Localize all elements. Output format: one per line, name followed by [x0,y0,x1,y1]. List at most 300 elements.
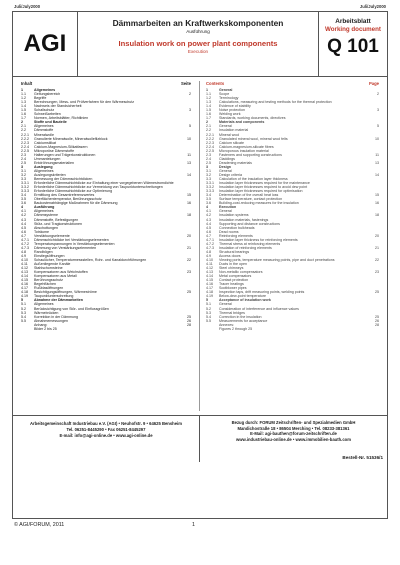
section-number: 4.13 [206,270,213,275]
section-title: Insulation of reinforcing elements [219,245,272,250]
publisher-line: E-mail: info@agi-online.de • www.agi-online.de [59,433,153,438]
section-number: 4.6 [206,229,211,234]
section-number: 3 [21,164,23,169]
section-title: Kompensatoren aus Metall [34,274,77,279]
section-title: Building-cost-reducing measures for the insulation [219,201,299,206]
section-number: 3.4 [21,193,26,198]
section-number: 3.3.3 [206,189,214,194]
section-title: Below-dew-point temperature [219,294,266,299]
section-number: 3 [206,164,208,169]
section-title: Microporous insulation material [219,148,269,153]
section-title: Calciumsilikat [34,140,56,145]
section-title: Nachweis der Standsicherheit [34,104,82,109]
section-title: Oberflächentemperatur, Berührungsschutz [34,197,102,202]
section-number: 4.6 [21,229,26,234]
section-number: 4.1 [206,209,211,214]
section-title: Entdröhnungsmaterialien [34,160,74,165]
section-number: 4.14 [206,274,213,279]
section-number: 2.1 [206,124,211,129]
section-number: 1.2 [206,96,211,101]
section-page: 5 [377,124,379,129]
subtitle-english: Execution [187,49,209,54]
section-page: 3 [377,108,379,113]
section-number: 2.2.4 [21,144,29,149]
section-title: Acceptance of insulation work [219,298,271,303]
section-number: 4.18 [21,290,28,295]
section-title: Calculation of the insulation layer thickness [219,177,288,182]
subtitle-german: Ausführung [186,29,210,34]
section-number: 2.2.1 [21,132,29,137]
section-title: General [219,168,232,173]
section-title: Normen, Arbeitsblätter, Richtlinien [34,116,89,121]
section-number: 2.4 [206,156,211,161]
toc-english [200,81,387,411]
section-number: 2.5 [206,160,211,165]
publisher-address [13,416,200,462]
section-number: 5.4 [21,314,26,319]
section-title: Einstiegsöffnungen [34,253,65,258]
section-title: Insulation systems [219,213,249,218]
section-title: Auslegung [34,164,53,169]
section-title: Insulation material [219,128,249,133]
section-title: Temperaturspannungen in Verstärkungselementen [34,241,115,246]
section-page: 16 [187,201,191,206]
section-title: Insulation layer thicknesses required to avoid dew point [219,185,308,190]
section-title: Noise protection [219,108,245,113]
section-number: 4.19 [21,294,28,299]
section-title: Evidence of stability [219,104,251,109]
section-number: 2 [206,120,208,125]
section-number: 3.3.2 [206,185,214,190]
section-title: Annexes: [219,322,234,327]
section-number: 4.12 [206,266,213,271]
section-number: 4.7.3 [206,245,214,250]
section-title: Bilder 2 bis 25 [34,326,57,331]
section-title: Calculations, measuring and testing methods for the thermal protection [219,100,332,105]
section-title: Randbögen [34,249,53,254]
section-number: 5.3 [206,310,211,315]
section-title: Stoffe und Bauteile [34,120,67,125]
section-number: 2.2.2 [206,136,214,141]
section-title: Ducts in the open [219,262,247,267]
section-page: 13 [187,160,191,165]
section-title: Insulation materials, fastenings [219,217,269,222]
section-title: Allgemeines [34,168,54,173]
section-title: Claddings [219,156,235,161]
section-title: Berechnungen, Mess- und Prüfverfahren für den Wärmeschutz [34,100,135,105]
section-title: Structural bearings [219,249,250,254]
publisher-line: Arbeitsgemeinschaft Industriebau e.V. (AGI) • Neuhofstr. 9 • 64625 Bensheim [30,421,182,426]
section-title: Insulation layer thicknesses required for optimisation [219,189,303,194]
section-page: 5 [189,124,191,129]
section-title: Dämmstoffe, Befestigungen [34,217,79,222]
agi-logo: AGI [23,30,67,57]
section-page: 11 [187,152,191,157]
section-title: Abnahmemessungen [34,318,68,323]
section-number: 4.9 [21,253,26,258]
section-number: 5 [206,298,208,303]
section-title: Determination of the overall heat loss [219,193,279,198]
section-number: 3.6 [21,201,26,206]
section-number: 2.2.5 [21,148,29,153]
issue-date-right: Juli/July2000 [359,4,386,9]
section-page [181,327,199,331]
section-title: Correction in the insulation [219,314,262,319]
section-title: Dämmung von Verstärkungselementen [34,245,97,250]
section-number: 4.3 [206,217,211,222]
section-number: 4.17 [21,286,28,291]
document-sheet [12,11,388,519]
section-number: 4.12 [21,266,28,271]
section-title: Dämmsysteme [34,213,58,218]
publisher-line: Tel. 06251-8445290 • Fax 06251-8445297 [66,427,146,432]
section-number: 1.6 [21,112,26,117]
section-title: Terminology [219,96,239,101]
section-number: 1.7 [206,116,211,121]
section-page: 10 [375,136,379,141]
section-title: Schallschutz [34,108,55,113]
toc-row [206,327,387,331]
section-title: Bemessung der Dämmschichtdicken [34,177,93,182]
section-number: 1.3 [206,100,211,105]
toc-english-header [206,81,387,88]
section-title: Baukostenabhängige Maßnahmen für die Dämmung [34,201,118,206]
section-title: Rußblasöffnungen [34,286,64,291]
section-number [206,327,219,331]
section-number: 3.3.3 [21,189,29,194]
section-number: 4.16 [206,282,213,287]
section-page: 11 [375,152,379,157]
distributor-line: www.industriebau-online.de • www.immobilien-bauth.com [236,436,351,442]
section-title: Viewing ports, temperature measuring points, pipe and duct penetrations [219,257,335,262]
section-number: 3.1 [21,168,26,173]
title-german: Dämmarbeiten an Kraftwerkskomponenten [112,18,284,28]
section-number: 3.5 [206,197,211,202]
section-title: Consideration of interference and influence values [219,306,299,311]
section-number: 4.18 [206,290,213,295]
section-number: 3.3.1 [21,181,29,186]
section-title: Mineral wool [219,132,240,137]
section-page: 25 [187,314,191,319]
section-title: Fasteners and supporting constructions [219,152,282,157]
section-number: 4.14 [21,274,28,279]
toc-english-rows [206,88,387,331]
section-page: 16 [375,201,379,206]
section-title: Deadening materials [219,160,252,165]
section-title: Berührungsschutz [34,278,63,283]
title-cell [78,12,319,76]
section-title: Steel chimneys [219,266,244,271]
distributor-line: Bezug durch: FORUM Zeitschriften- und Spezialmedien GmbH [231,420,356,425]
section-page: 22 [375,257,379,262]
section-page: 21 [187,245,191,250]
section-title: Auslegungskriterien [34,172,66,177]
section-number: 4.11 [206,262,213,267]
section-title: Ermittlung des Gesamtreferenzwertes [34,193,95,198]
section-title: Mineralwolle [34,132,54,137]
section-page: 18 [375,213,379,218]
section-title: Außenliegende Kanäle [34,262,71,267]
section-number: 5.1 [21,302,26,307]
section-page: 23 [375,270,379,275]
section-title: Dämmstoffe [34,128,54,133]
title-english: Insulation work on power plant components [118,39,278,48]
section-page: 18 [187,213,191,218]
section-title: Begehflächen [34,282,56,287]
section-title: Besichtigungsöffnungen, Wärmeströme [34,290,97,295]
distributor-line: E-Mail: agi-bauthen@forum-zeitschriften.de [250,431,337,436]
distributor-address [200,416,387,462]
section-number: 4.3 [21,217,26,222]
section-title: Sootblower pipes [219,286,247,291]
section-number: 4.7 [21,233,26,238]
section-number: 1.5 [21,108,26,113]
section-title: Korrektion in der Dämmung [34,314,78,319]
section-number: 2.2 [21,128,26,133]
section-page: 14 [375,172,379,177]
section-title: Dämmschichtdicke bei Verstärkungselementen [34,237,109,242]
section-number: 2.1 [21,124,26,129]
section-title: General [219,88,233,92]
section-number: 5.1 [206,302,211,307]
section-title: Calcium-Magnesium-Silikatfasern [34,144,88,149]
section-number: 3.5 [21,197,26,202]
section-page: 22 [187,257,191,262]
section-title: Granulierte Mineralwolle, Mineralwollefilzblock [34,136,108,141]
section-number: 2.2.3 [21,140,29,145]
section-title: Access doors [219,253,241,258]
section-number: 4.16 [21,282,28,287]
section-title: Allgemeines [34,124,54,129]
section-number: 4.2 [21,213,26,218]
section-title: Figures 2 through 25 [219,326,253,331]
section-number: 1.6 [206,112,211,117]
section-number: 4.8 [21,249,26,254]
section-number: 5.2 [206,306,211,311]
section-number: 2.2 [206,128,211,133]
section-title: Design [219,164,231,169]
sheet-label: Arbeitsblatt [335,18,371,25]
section-title: Erforderliche Dämmschichtdicke zur Vermeidung von Taupunktunterschreitungen [34,185,163,190]
section-number: 5.2 [21,306,26,311]
section-page: 28 [187,322,191,327]
toc-german-page-heading: Seite [180,81,191,86]
toc-row [21,327,199,331]
section-number: 1 [21,88,23,92]
section-title: Ausführung [34,205,55,210]
section-page: 13 [375,160,379,165]
section-number: 3.6 [206,201,211,206]
section-title: Thermal stress at reinforcing elements [219,241,281,246]
section-page: 25 [375,290,379,295]
section-number: 1.3 [21,100,26,105]
section-page: 25 [375,314,379,319]
section-title: Materials and components [219,120,265,125]
section-number: 4.13 [21,270,28,275]
section-number: 5.3 [21,310,26,315]
section-title: Welding work [219,112,241,117]
section-title: Allgemeines [34,88,56,92]
section-page: 2 [377,92,379,97]
section-number: 5.5 [206,318,211,323]
section-title: Calcium silicate [219,140,244,145]
section-number: 2 [21,120,23,125]
section-number: 5.4 [206,314,211,319]
section-number: 3.3.2 [21,185,29,190]
section-page: 15 [375,193,379,198]
section-number: 4.7.1 [21,237,29,242]
section-title: Design criteria [219,172,242,177]
section-number: 4.7.1 [206,237,214,242]
section-page: 14 [187,172,191,177]
section-number: 2.2.1 [206,132,214,137]
section-title: Taupunktunterschreitung [34,294,74,299]
page-number: 1 [192,522,195,528]
distributor-line: Mandichostraße 18 • 86504 Merching • Tel. 08233-381361 [237,425,350,431]
section-title: Geltungsbereich [34,92,61,97]
section-title: Non-metallic compensators [219,270,263,275]
section-number: 2.2.5 [206,148,214,153]
toc-english-page-heading: Page [368,81,379,86]
section-number: 1.2 [21,96,26,101]
section-title: Reinforcing elements [219,233,253,238]
section-title: Abnahme der Dämmarbeiten [34,298,83,303]
section-title: Measurements for acceptance [219,318,268,323]
section-number: 4 [21,205,23,210]
section-title: Insulation layer thicknesses required for the maintenance [219,181,310,186]
sheet-number-cell [319,12,387,76]
section-title: Supporting and distance constructions [219,221,280,226]
section-number: 4.7.2 [206,241,214,246]
section-title: Ummantelungen [34,156,61,161]
section-page: 26 [187,318,191,323]
section-page: 20 [187,233,191,238]
section-page: 2 [189,92,191,97]
section-title: Erforderliche Dämmschichtdicke zur Einhaltung einer vorgegebenen Wärmestromdichte [34,181,174,186]
section-title: Inspection taps, drift measuring points, welding points [219,290,305,295]
section-title: Abschottungen [34,225,58,230]
order-number: Bestell-Nr. 51536/1 [342,454,383,460]
section-number: 3.2 [21,172,26,177]
section-number: 4.8 [206,249,211,254]
section-number: 4.7.3 [21,245,29,250]
toc-german-header [21,81,199,88]
section-page: 3 [189,108,191,113]
section-title: Wärmebrücken [34,310,59,315]
section-title: General [219,209,232,214]
sheet-label-english: Working document [325,26,381,33]
section-number: 1.1 [206,92,211,97]
section-title: Allgemeines [34,302,54,307]
section-page: 10 [187,136,191,141]
section-number: 4.9 [206,253,211,258]
section-number: 2.3 [21,152,26,157]
section-title: Berücksichtigung von Stör- und Einflussgrößen [34,306,109,311]
table-of-contents [13,77,387,415]
section-number: 5 [21,298,23,303]
section-number: 3.3 [206,177,211,182]
section-number: 2.2.2 [21,136,29,141]
section-number: 4.17 [206,286,213,291]
section-number: 3.2 [206,172,211,177]
section-title: Scope [219,92,230,97]
logo-cell [13,12,78,76]
section-number: 4.7 [206,233,211,238]
section-number: 3.4 [206,193,211,198]
section-number: 5.5 [21,318,26,323]
section-title: Calcium-magnesium-silicate fibres [219,144,274,149]
section-page [369,327,387,331]
section-number: 1.5 [206,108,211,113]
section-title: Begriffe [34,96,47,101]
section-title: General [219,302,232,307]
section-number [21,327,34,331]
section-number: 1.7 [21,116,26,121]
section-number: 4.19 [206,294,213,299]
section-title: Stütz- und Tragkonstruktionen [34,221,82,226]
section-page: 26 [375,318,379,323]
section-title: Toträume [34,229,49,234]
section-page: 23 [187,270,191,275]
section-title: Surface temperature, contact protection [219,197,283,202]
section-number: 4.10 [21,257,28,262]
section-title: Insulation layer thickness for reinforcing elements [219,237,298,242]
section-number: 4.7.2 [21,241,29,246]
copyright: © AGI/FORUM, 2011 [14,522,65,528]
section-number: 4.11 [21,262,28,267]
section-number: 1.1 [21,92,26,97]
section-page: 20 [375,233,379,238]
section-number: 4 [206,205,208,210]
section-title: General [219,124,232,129]
section-number: 4.5 [206,225,211,230]
section-number: 4.10 [206,257,213,262]
section-number: 4.4 [206,221,211,226]
section-number: 1 [206,88,208,92]
toc-german [13,81,200,411]
section-title: Metal compensators [219,274,252,279]
sheet-number: Q 101 [327,36,379,57]
section-title: Dead rooms [219,229,239,234]
issue-date-left: Juli/July2000 [14,4,41,9]
section-title: Anhang: [34,322,48,327]
section-title: Erforderliche Dämmschichtdicke zur Optimierung [34,189,113,194]
section-number: 1.4 [21,104,26,109]
section-number: 4.4 [21,221,26,226]
section-title: Allgemeines [34,209,54,214]
section-title: Connection bulkheads [219,225,255,230]
section-number: 4.1 [21,209,26,214]
section-title: Stahlschornsteine [34,266,63,271]
section-number: 2.4 [21,156,26,161]
document-header [13,12,387,77]
section-page: 28 [375,322,379,327]
section-number: 4.5 [21,225,26,230]
section-title: Granulated mineral wool, mineral wool felts [219,136,288,141]
section-number: 3.1 [206,168,211,173]
section-title: Schaulöcher, Temperaturmessstellen, Rohr- und Kanaldurchführungen [34,257,147,262]
section-title: Thermal bridges [219,310,245,315]
section-page: 21 [375,245,379,250]
section-number: 2.2.4 [206,144,214,149]
section-title: Verstärkungselemente [34,233,70,238]
section-title: Standards, working documents, directives [219,116,286,121]
section-page: 25 [187,290,191,295]
section-number: 3.3.1 [206,181,214,186]
section-title: Contact protection [219,278,249,283]
section-number: 2.3 [206,152,211,157]
section-number: 4.2 [206,213,211,218]
